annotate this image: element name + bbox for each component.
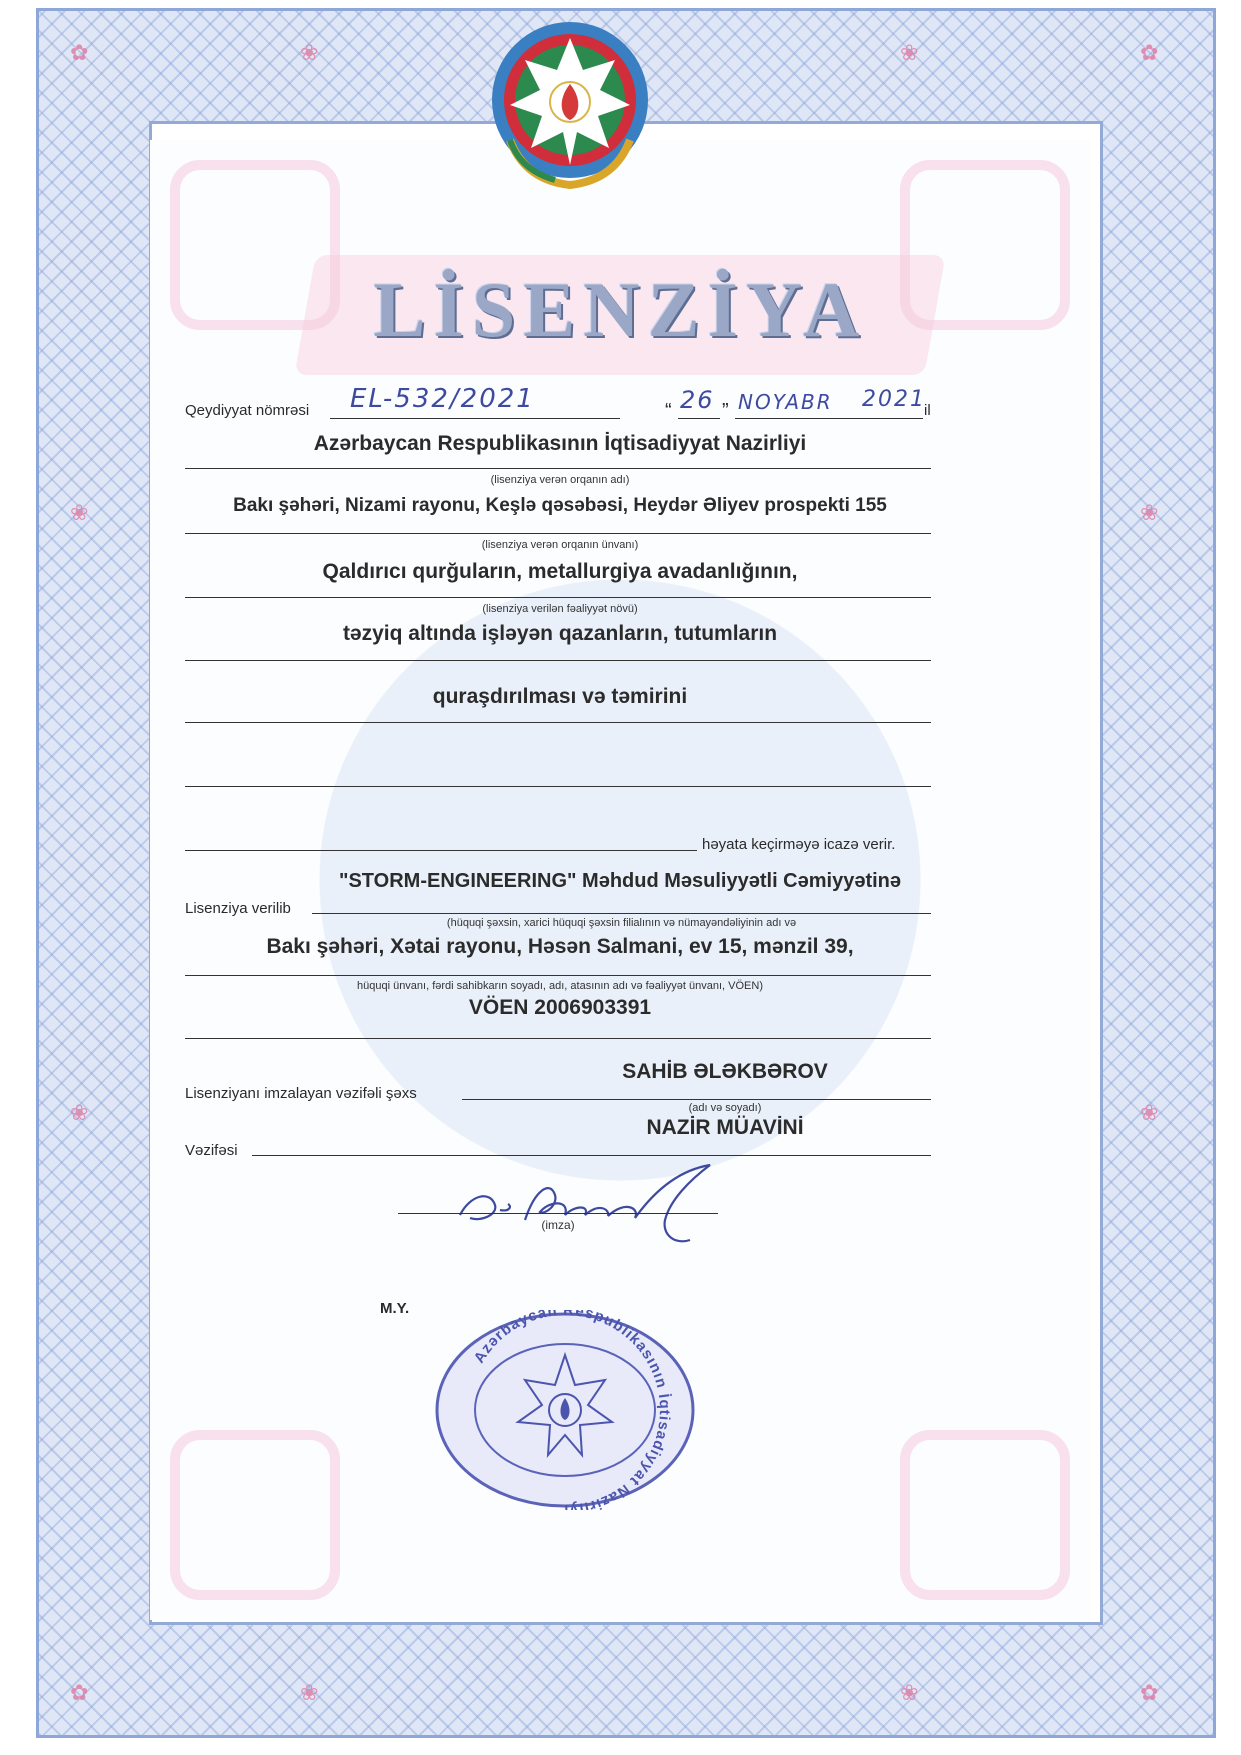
registration-line <box>330 418 620 419</box>
handwritten-signature <box>450 1160 730 1250</box>
registration-label: Qeydiyyat nömrəsi <box>185 402 310 419</box>
flower-ornament: ❀ <box>1140 500 1159 525</box>
flower-ornament: ❀ <box>300 1680 319 1705</box>
licensee-name-line <box>312 913 931 914</box>
flower-ornament: ❀ <box>300 40 319 65</box>
activity-line-1: Qaldırıcı qurğuların, metallurgiya avadanlığının, <box>322 560 798 583</box>
voen-line <box>185 1038 931 1039</box>
quote-close: ” <box>722 400 729 422</box>
issuer-address-caption: (lisenziya verən orqanın ünvanı) <box>481 539 639 551</box>
date-year: 2021 <box>862 387 926 412</box>
activity-line-3: quraşdırılması və təmirini <box>432 685 688 708</box>
date-day: 26 <box>680 386 715 414</box>
signer-name: SAHİB ƏLƏKBƏROV <box>622 1060 828 1083</box>
stamp-place-label: M.Y. <box>380 1300 410 1317</box>
issuer-address-line <box>185 533 931 534</box>
flower-ornament: ❀ <box>1140 1100 1159 1125</box>
activity-line-1-rule <box>185 597 931 598</box>
issuer-name-caption: (lisenziya verən orqanın adı) <box>490 474 630 486</box>
blank-line <box>185 786 931 787</box>
licensee-caption-2: hüquqi ünvanı, fərdi sahibkarın soyadı, adı, atasının adı və fəaliyyət ünvanı, VÖEN) <box>356 980 764 992</box>
flower-ornament: ❀ <box>70 1100 89 1125</box>
permission-text: həyata keçirməyə icazə verir. <box>702 836 896 853</box>
voen-number: VÖEN 2006903391 <box>468 996 652 1019</box>
date-month-line <box>735 418 923 419</box>
signature-caption: (imza) <box>541 1218 575 1232</box>
date-month: NOYABR <box>738 390 833 414</box>
flower-ornament: ✿ <box>1140 40 1159 65</box>
state-emblem <box>485 20 655 190</box>
quote-open: “ <box>665 400 672 422</box>
flower-ornament: ✿ <box>70 40 89 65</box>
flower-ornament: ✿ <box>1140 1680 1159 1705</box>
flower-ornament: ✿ <box>70 1680 89 1705</box>
signer-label: Lisenziyanı imzalayan vəzifəli şəxs <box>185 1085 417 1102</box>
flower-ornament: ❀ <box>70 500 89 525</box>
activity-line-2: təzyiq altında işləyən qazanların, tutumların <box>342 622 778 645</box>
permission-line <box>185 850 697 851</box>
flower-ornament: ❀ <box>900 40 919 65</box>
activity-line-3-rule <box>185 722 931 723</box>
licensee-address: Bakı şəhəri, Xətai rayonu, Həsən Salmani, ev 15, mənzil 39, <box>266 935 854 958</box>
flower-ornament: ❀ <box>900 1680 919 1705</box>
registration-number: EL-532/2021 <box>350 384 535 414</box>
issuer-address: Bakı şəhəri, Nizami rayonu, Keşlə qəsəbəsi, Heydər Əliyev prospekti 155 <box>233 495 887 516</box>
signer-caption: (adı və soyadı) <box>688 1102 762 1114</box>
position-line <box>252 1155 931 1156</box>
issuer-name-line <box>185 468 931 469</box>
issuer-name: Azərbaycan Respublikasının İqtisadiyyat Nazirliyi <box>313 432 807 455</box>
signer-name-line <box>462 1099 931 1100</box>
activity-caption: (lisenziya verilən fəaliyyət növü) <box>482 603 638 615</box>
corner-ornament <box>900 1430 1070 1600</box>
licensee-name: "STORM-ENGINEERING" Məhdud Məsuliyyətli Cəmiyyətinə <box>338 870 902 892</box>
signature-line <box>398 1213 718 1214</box>
seal-ring-text: Azərbaycan Respublikasının İqtisadiyyat Nazirliyi <box>470 1310 674 1510</box>
activity-line-2-rule <box>185 660 931 661</box>
licensee-caption-1: (hüquqi şəxsin, xarici hüquqi şəxsin filialının və nümayəndəliyinin adı və <box>446 917 797 929</box>
official-seal <box>430 1310 700 1510</box>
position-value: NAZİR MÜAVİNİ <box>646 1116 804 1139</box>
licensee-address-line <box>185 975 931 976</box>
position-label: Vəzifəsi <box>185 1142 238 1159</box>
document-title: LİSENZİYA <box>373 266 868 353</box>
date-day-line <box>678 418 720 419</box>
licensee-label: Lisenziya verilib <box>185 900 291 917</box>
date-suffix: il <box>924 402 931 419</box>
corner-ornament <box>170 1430 340 1600</box>
